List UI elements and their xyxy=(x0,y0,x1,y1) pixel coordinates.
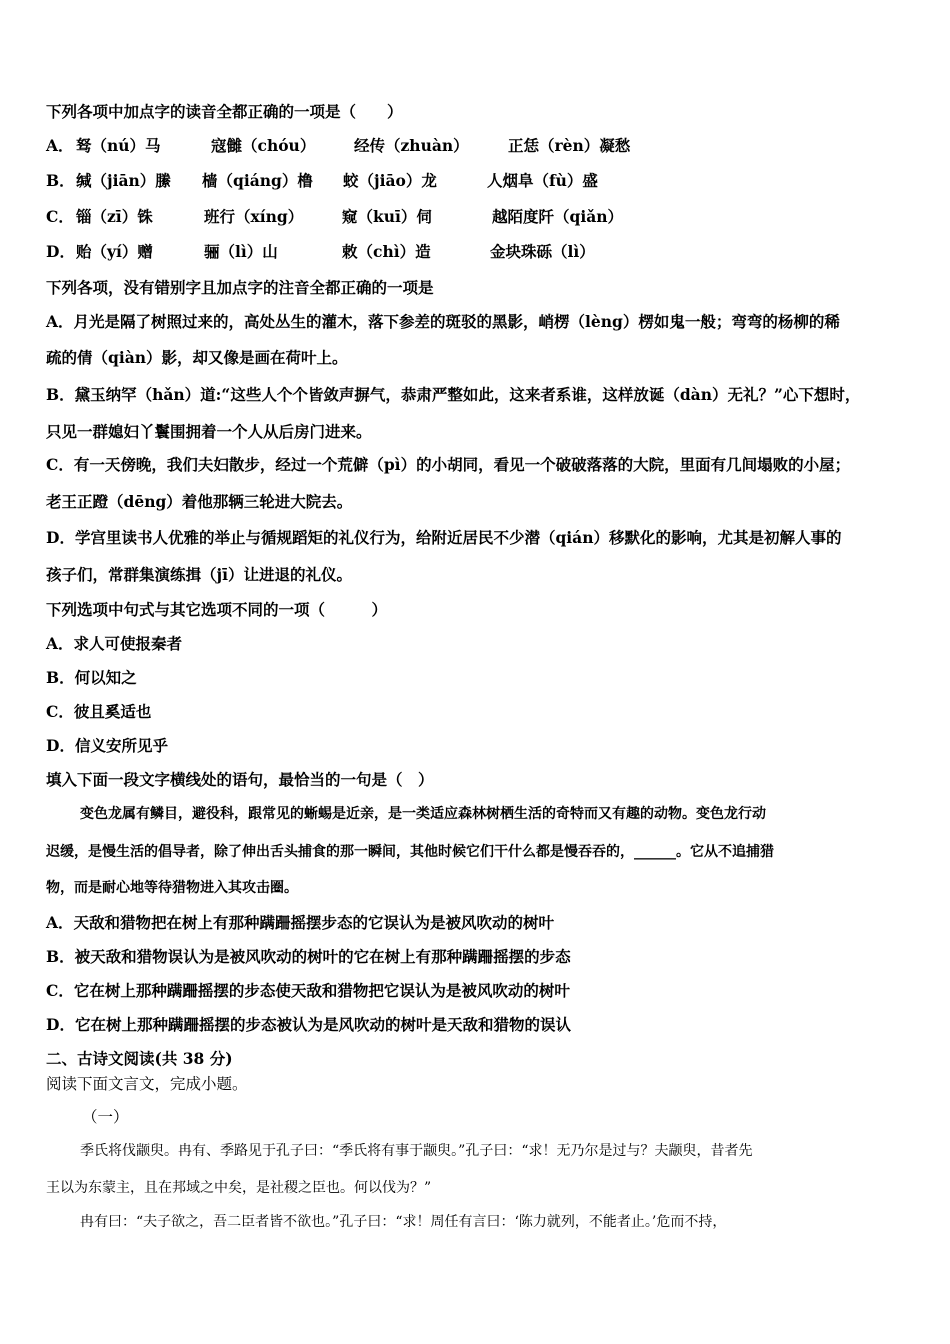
q4-stem: 填入下面一段文字横线处的语句，最恰当的一句是（ ） xyxy=(46,770,434,789)
option-item: 寇雠（chóu） xyxy=(211,136,316,155)
q1-option-c xyxy=(46,207,623,227)
q4-passage-line: 物，而是耐心地等待猎物进入其攻击圈。 xyxy=(46,880,298,896)
q3-option-b: B．何以知之 xyxy=(46,668,137,687)
option-item: 驽（nú）马 xyxy=(76,136,161,155)
q3-option-d: D．信义安所见乎 xyxy=(46,736,168,755)
q1-option-a xyxy=(46,136,630,156)
q4-option-a: A．天敌和猎物把在树上有那种蹒跚摇摆步态的它误认为是被风吹动的树叶 xyxy=(46,913,555,932)
classical-text-line: 冉有曰：“夫子欲之，吾二臣者皆不欲也。”孔子曰：“求！周任有言曰：‘陈力就列，不能者止。’危而不持， xyxy=(80,1214,727,1230)
option-label: A． xyxy=(46,136,74,155)
q2-option-d-line1: D．学宫里读书人优雅的举止与循规蹈矩的礼仪行为，给附近居民不少潜（qián）移默化的影响，尤其是初解人事的 xyxy=(46,528,842,547)
option-item: 樯（qiáng）橹 xyxy=(202,171,313,190)
section2-part-label: （一） xyxy=(82,1108,129,1126)
q4-option-b: B．被天敌和猎物误认为是被风吹动的树叶的它在树上有那种蹒跚摇摆的步态 xyxy=(46,947,571,966)
option-item: 越陌度阡（qiǎn） xyxy=(492,207,624,226)
q2-option-a-line1: A．月光是隔了树照过来的，高处丛生的灌木，落下参差的斑驳的黑影，峭楞（lèng）楞如鬼一般；弯弯的杨柳的稀 xyxy=(46,312,840,331)
option-item: 缄（jiān）縢 xyxy=(76,171,171,190)
q2-option-d-line2: 孩子们，常群集演练揖（jī）让进退的礼仪。 xyxy=(46,565,352,584)
option-item: 骊（lì）山 xyxy=(204,242,278,261)
option-item: 蛟（jiāo）龙 xyxy=(343,171,437,190)
option-item: 贻（yí）赠 xyxy=(76,242,153,261)
q2-option-c-line1: C．有一天傍晚，我们夫妇散步，经过一个荒僻（pì）的小胡同，看见一个破破落落的大院，里面有几间塌败的小屋； xyxy=(46,455,851,474)
option-item: 人烟阜（fù）盛 xyxy=(487,171,598,190)
option-item: 窥（kuī）伺 xyxy=(342,207,432,226)
q3-option-a: A．求人可使报秦者 xyxy=(46,634,183,653)
q1-option-b xyxy=(46,171,598,191)
section2-instruction: 阅读下面文言文，完成小题。 xyxy=(46,1075,248,1093)
option-label: D． xyxy=(46,242,75,261)
q4-passage-line: 迟缓，是慢生活的倡导者，除了伸出舌头捕食的那一瞬间，其他时候它们干什么都是慢吞吞的，______。它从不追捕猎 xyxy=(46,844,774,860)
q2-option-c-line2: 老王正蹬（dēng）着他那辆三轮进大院去。 xyxy=(46,492,353,511)
q4-option-c: C．它在树上那种蹒跚摇摆的步态使天敌和猎物把它误认为是被风吹动的树叶 xyxy=(46,981,570,1000)
section2-heading: 二、古诗文阅读(共 38 分) xyxy=(46,1049,233,1068)
q1-option-d xyxy=(46,242,595,262)
option-label: C． xyxy=(46,207,74,226)
q2-option-b-line2: 只见一群媳妇丫鬟围拥着一个人从后房门进来。 xyxy=(46,422,372,441)
option-item: 班行（xíng） xyxy=(204,207,304,226)
option-label: B． xyxy=(46,171,75,190)
q2-option-b-line1: B．黛玉纳罕（hǎn）道:“这些人个个皆敛声摒气，恭肃严整如此，这来者系谁，这样放诞（dàn）无礼？”心下想时， xyxy=(46,385,861,404)
q3-stem: 下列选项中句式与其它选项不同的一项（ ） xyxy=(46,600,388,619)
option-item: 敕（chì）造 xyxy=(342,242,431,261)
option-item: 锱（zī）铢 xyxy=(76,207,153,226)
option-item: 正恁（rèn）凝愁 xyxy=(508,136,631,155)
q4-option-d: D．它在树上那种蹒跚摇摆的步态被认为是风吹动的树叶是天敌和猎物的误认 xyxy=(46,1015,571,1034)
classical-text-line: 王以为东蒙主，且在邦域之中矣，是社稷之臣也。何以伐为？” xyxy=(46,1180,432,1196)
option-item: 金块珠砾（lì） xyxy=(490,242,595,261)
q3-option-c: C．彼且奚适也 xyxy=(46,702,152,721)
q2-stem: 下列各项，没有错别字且加点字的注音全都正确的一项是 xyxy=(46,278,434,297)
q4-passage-line: 变色龙属有鳞目，避役科，跟常见的蜥蜴是近亲，是一类适应森林树栖生活的奇特而又有趣的动物。变色龙行动 xyxy=(80,806,766,822)
option-item: 经传（zhuàn） xyxy=(354,136,469,155)
classical-text-line: 季氏将伐颛臾。冉有、季路见于孔子曰：“季氏将有事于颛臾。”孔子曰：“求！无乃尔是过与？夫颛臾，昔者先 xyxy=(80,1143,753,1159)
q1-stem: 下列各项中加点字的读音全都正确的一项是（ ） xyxy=(46,102,403,121)
q2-option-a-line2: 疏的倩（qiàn）影，却又像是画在荷叶上。 xyxy=(46,348,348,367)
